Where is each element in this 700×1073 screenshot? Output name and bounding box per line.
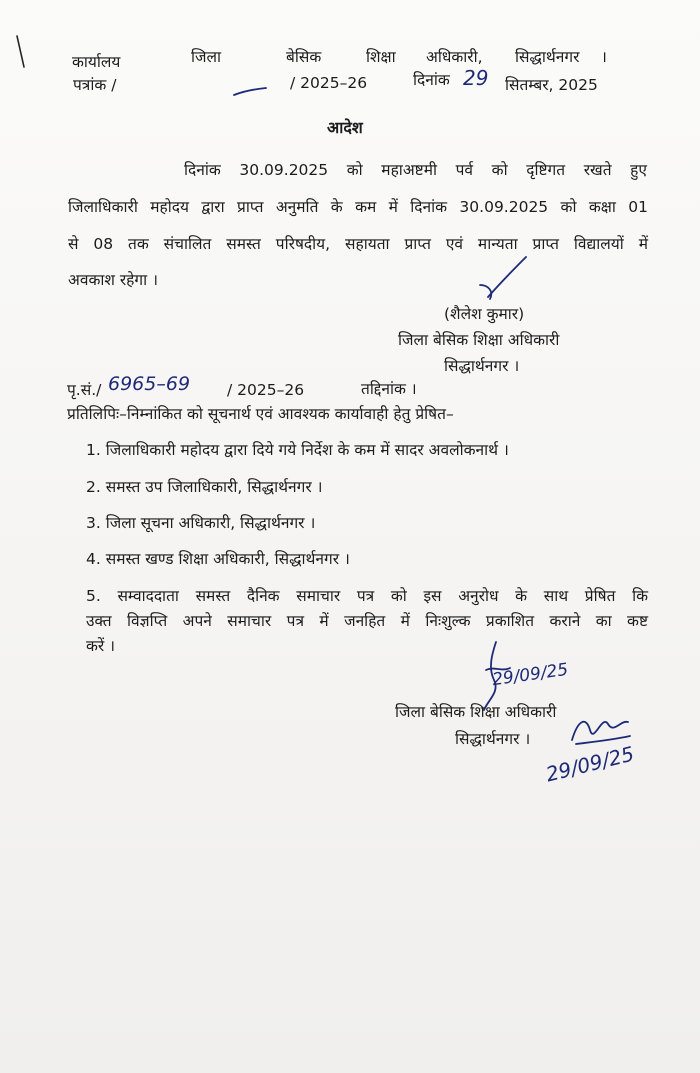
footer-designation: जिला बेसिक शिक्षा अधिकारी: [395, 703, 557, 721]
recipient-4: 4. समस्त खण्ड शिक्षा अधिकारी, सिद्धार्थनगर ।: [86, 550, 350, 568]
office-word-education: शिक्षा: [366, 48, 396, 66]
endorsement-ref-label: पृ.सं./: [67, 381, 102, 399]
signatory-designation: जिला बेसिक शिक्षा अधिकारी: [398, 331, 560, 349]
endorsement-ref-handwritten: 6965–69: [108, 373, 191, 395]
office-word-officer: अधिकारी,: [426, 48, 483, 66]
letter-number-pen-stroke: [232, 86, 268, 98]
date-label: दिनांक: [413, 71, 450, 89]
office-word-district: जिला: [191, 48, 222, 66]
signatory-name: (शैलेश कुमार): [444, 305, 525, 323]
order-line-4: अवकाश रहेगा ।: [68, 271, 158, 289]
recipient-5-line-1: 5. सम्वाददाता समस्त दैनिक समाचार पत्र को इस अनुरोध के साथ प्रेषित कि: [86, 587, 648, 605]
handwritten-date-2: 29/09/25: [543, 741, 637, 787]
office-label: कार्यालय: [72, 53, 121, 71]
copy-intro: प्रतिलिपिः–निम्नांकित को सूचनार्थ एवं आवश्यक कार्यावाही हेतु प्रेषित–: [67, 405, 454, 423]
signatory-place: सिद्धार्थनगर ।: [444, 357, 520, 375]
footer-place: सिद्धार्थनगर ।: [455, 730, 531, 748]
margin-pen-mark: [14, 34, 28, 70]
date-day-handwritten: 29: [463, 66, 489, 90]
recipient-3: 3. जिला सूचना अधिकारी, सिद्धार्थनगर ।: [86, 514, 316, 532]
recipient-2: 2. समस्त उप जिलाधिकारी, सिद्धार्थनगर ।: [86, 478, 323, 496]
date-month-year: सितम्बर, 2025: [505, 76, 598, 94]
endorsement-same-date: तद्दिनांक ।: [361, 380, 417, 398]
office-word-basic: बेसिक: [286, 48, 322, 66]
officer-signature: [476, 255, 528, 301]
order-title: आदेश: [327, 118, 363, 137]
letter-number-label: पत्रांक /: [73, 76, 117, 94]
order-line-3: से 08 तक संचालित समस्त परिषदीय, सहायता प्राप्त एवं मान्यता प्राप्त विद्यालयों में: [68, 235, 648, 253]
handwritten-date-1: 29/09/25: [490, 659, 570, 691]
recipient-5-line-3: करें ।: [86, 637, 116, 655]
order-line-1: दिनांक 30.09.2025 को महाअष्टमी पर्व को दृष्टिगत रखते हुए: [184, 161, 647, 179]
recipient-1: 1. जिलाधिकारी महोदय द्वारा दिये गये निर्देश के कम में सादर अवलोकनार्थ ।: [86, 441, 509, 459]
letter-number-year: / 2025–26: [290, 74, 368, 92]
office-word-siddharthnagar: सिद्धार्थनगर: [515, 48, 580, 66]
order-line-2: जिलाधिकारी महोदय द्वारा प्राप्त अनुमति के कम में दिनांक 30.09.2025 को कक्षा 01: [68, 198, 648, 216]
recipient-5-line-2: उक्त विज्ञप्ति अपने समाचार पत्र में जनहित में निःशुल्क प्रकाशित कराने का कष्ट: [86, 612, 648, 630]
office-word-purnaviram: ।: [601, 48, 607, 66]
endorsement-ref-year: / 2025–26: [227, 381, 305, 399]
